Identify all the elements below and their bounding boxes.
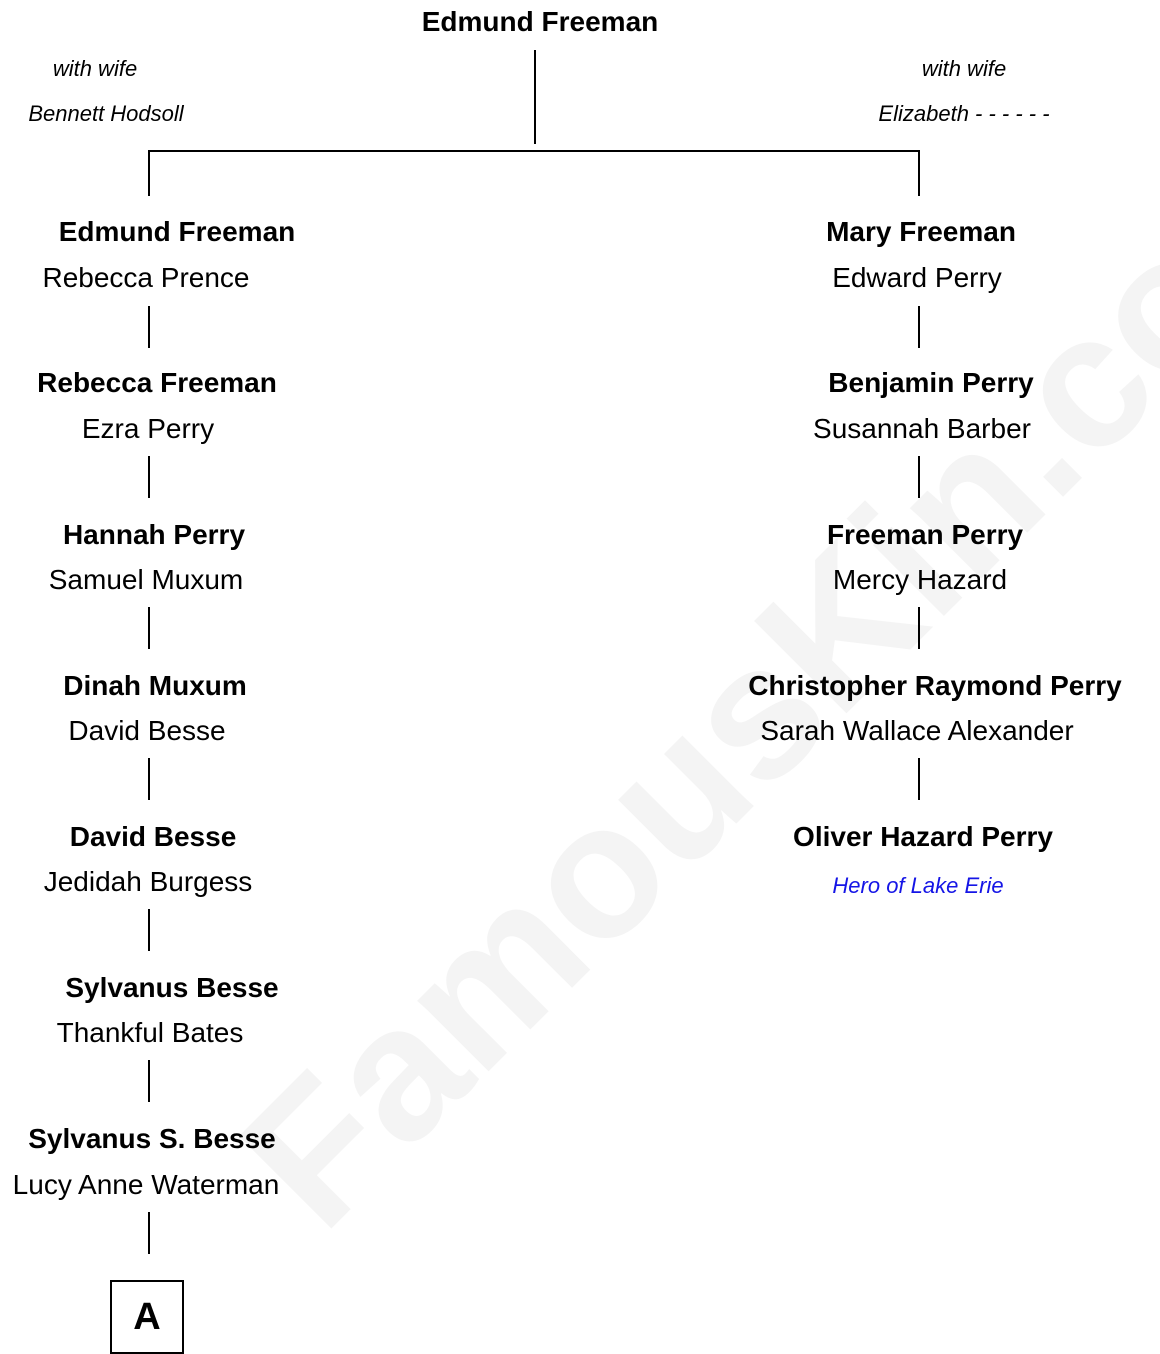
left-gen-4-name: Dinah Muxum [63,670,247,701]
left-wife-label: with wife [52,56,138,81]
right-gen-4-name: Christopher Raymond Perry [748,670,1122,701]
left-gen-7-name: Sylvanus S. Besse [28,1123,276,1154]
left-gen-2-spouse: Ezra Perry [81,413,215,444]
left-gen-2-name: Rebecca Freeman [37,367,277,398]
left-gen-7-spouse: Lucy Anne Waterman [12,1169,280,1200]
left-gen-6-spouse: Thankful Bates [56,1017,244,1048]
right-connector-1 [918,306,920,348]
sibling-bar [148,150,920,152]
left-connector-7 [148,1212,150,1254]
right-connector-4 [918,758,920,800]
right-wife-name: Elizabeth - - - - - - [878,101,1050,126]
right-gen-3-name: Freeman Perry [826,519,1024,550]
left-connector-4 [148,758,150,800]
left-gen-6-name: Sylvanus Besse [65,972,279,1003]
right-gen-1-name: Mary Freeman [826,216,1016,247]
left-wife-name: Bennett Hodsoll [28,101,184,126]
right-drop [918,150,920,196]
left-connector-5 [148,909,150,951]
right-gen-2-spouse: Susannah Barber [813,413,1031,444]
root-connector [534,50,536,144]
left-gen-1-name: Edmund Freeman [58,216,296,247]
left-connector-2 [148,456,150,498]
left-gen-4-spouse: David Besse [68,715,226,746]
left-gen-5-spouse: Jedidah Burgess [43,866,253,897]
right-gen-3-spouse: Mercy Hazard [832,564,1008,595]
right-gen-4-spouse: Sarah Wallace Alexander [760,715,1074,746]
right-wife-label: with wife [921,56,1007,81]
left-connector-1 [148,306,150,348]
continuation-box-a: A [110,1280,184,1354]
right-connector-3 [918,607,920,649]
right-gen-5-name: Oliver Hazard Perry [793,821,1053,852]
root-name: Edmund Freeman [421,6,659,37]
right-gen-2-name: Benjamin Perry [828,367,1034,398]
right-connector-2 [918,456,920,498]
left-gen-3-spouse: Samuel Muxum [48,564,244,595]
left-connector-3 [148,607,150,649]
watermark-text [199,69,1160,1268]
right-gen-5-note: Hero of Lake Erie [832,873,1004,898]
left-drop [148,150,150,196]
right-gen-1-spouse: Edward Perry [832,262,1002,293]
left-gen-1-spouse: Rebecca Prence [42,262,250,293]
left-gen-3-name: Hannah Perry [62,519,246,550]
left-gen-5-name: David Besse [69,821,237,852]
left-connector-6 [148,1060,150,1102]
